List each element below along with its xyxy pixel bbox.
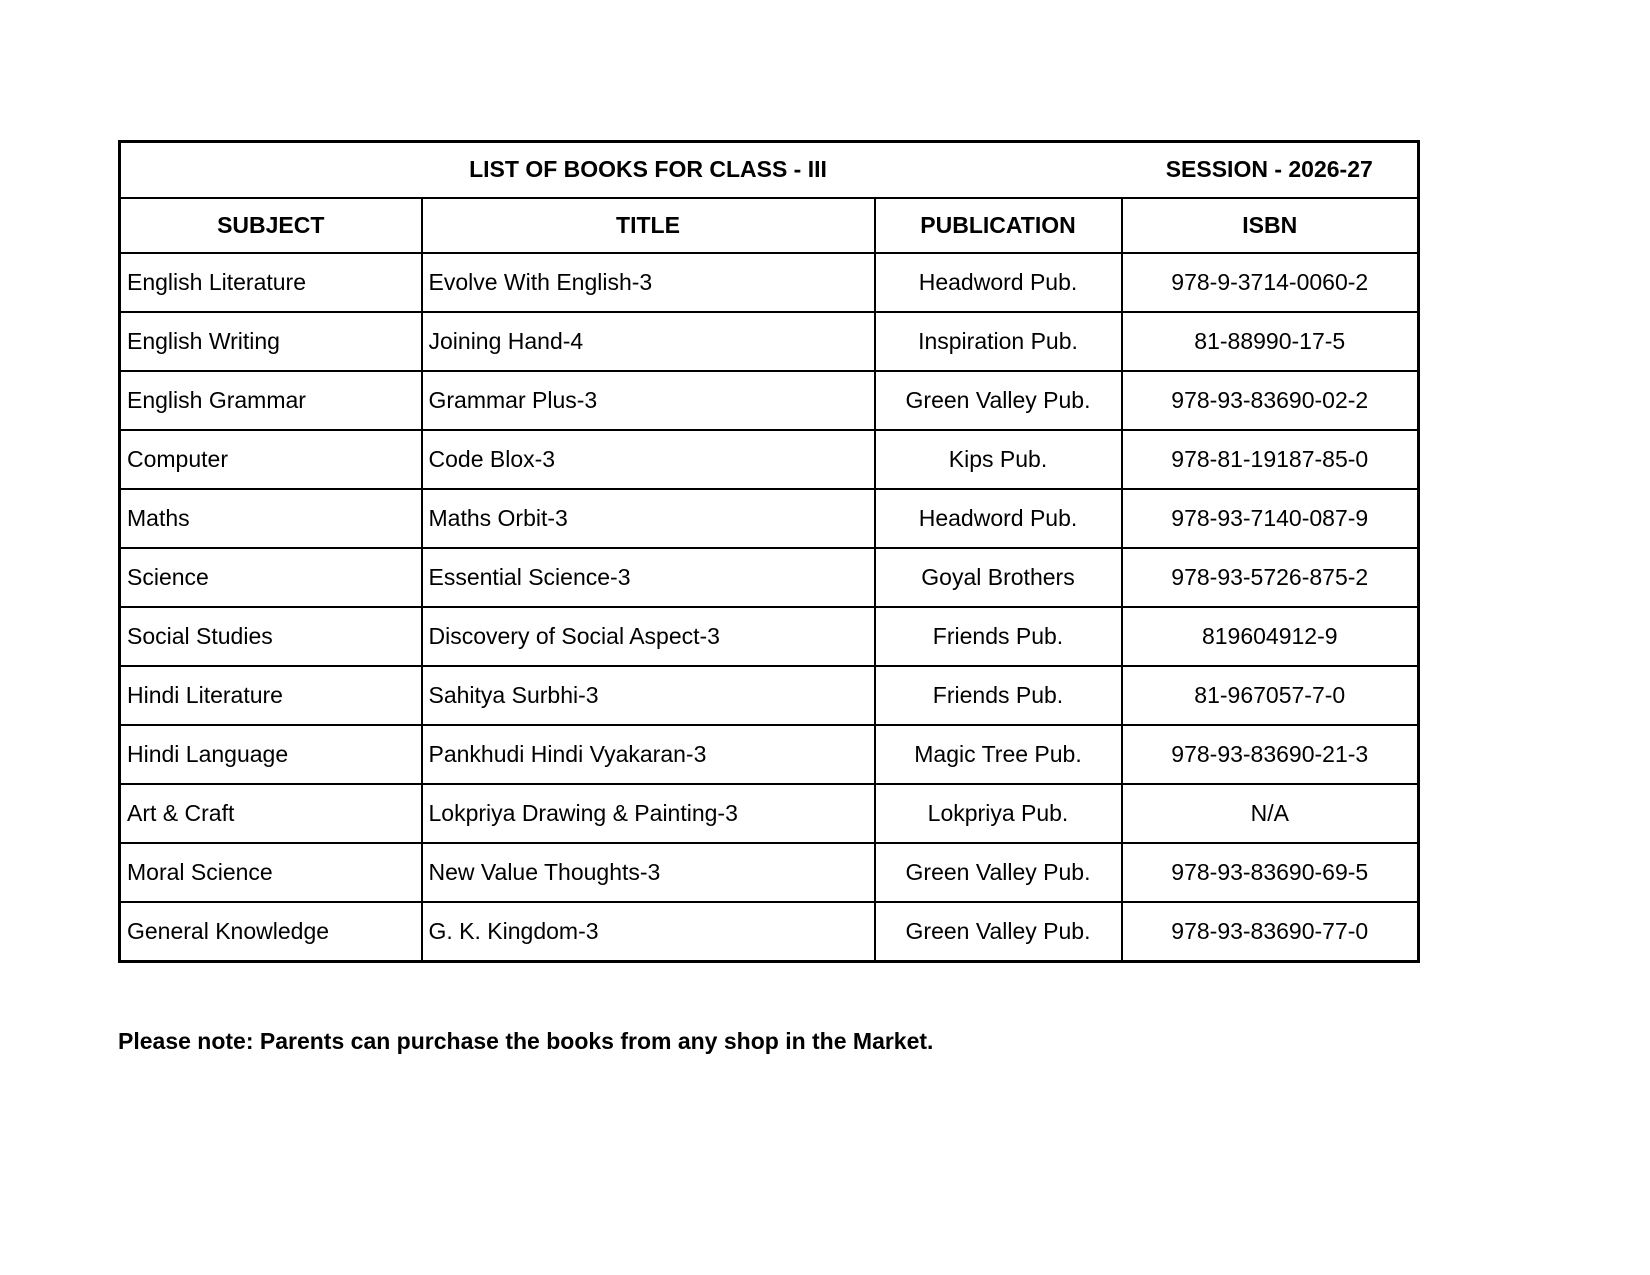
column-header-publication: PUBLICATION (875, 198, 1122, 253)
row-isbn: 81-967057-7-0 (1122, 666, 1419, 725)
row-publication: Magic Tree Pub. (875, 725, 1122, 784)
row-isbn: 978-93-5726-875-2 (1122, 548, 1419, 607)
row-subject: Science (120, 548, 422, 607)
row-isbn: N/A (1122, 784, 1419, 843)
row-isbn: 978-93-83690-02-2 (1122, 371, 1419, 430)
row-publication: Headword Pub. (875, 489, 1122, 548)
row-publication: Green Valley Pub. (875, 371, 1122, 430)
row-isbn: 978-93-83690-21-3 (1122, 725, 1419, 784)
row-title: Maths Orbit-3 (422, 489, 875, 548)
table-title-row (120, 142, 1419, 199)
row-isbn: 978-93-83690-69-5 (1122, 843, 1419, 902)
row-subject: English Writing (120, 312, 422, 371)
row-publication: Lokpriya Pub. (875, 784, 1122, 843)
row-subject: Hindi Language (120, 725, 422, 784)
row-publication: Inspiration Pub. (875, 312, 1122, 371)
row-subject: Maths (120, 489, 422, 548)
title-row-spacer (120, 142, 422, 199)
session-label: SESSION - 2026-27 (1122, 142, 1419, 199)
row-isbn: 81-88990-17-5 (1122, 312, 1419, 371)
row-subject: Social Studies (120, 607, 422, 666)
table-row (120, 430, 1419, 489)
row-subject: Art & Craft (120, 784, 422, 843)
row-title: Evolve With English-3 (422, 253, 875, 312)
row-title: Sahitya Surbhi-3 (422, 666, 875, 725)
title-row-spacer (875, 142, 1122, 199)
row-publication: Friends Pub. (875, 666, 1122, 725)
row-subject: Computer (120, 430, 422, 489)
row-publication: Headword Pub. (875, 253, 1122, 312)
table-row (120, 607, 1419, 666)
row-publication: Kips Pub. (875, 430, 1122, 489)
table-row (120, 725, 1419, 784)
page-title: LIST OF BOOKS FOR CLASS - III (422, 142, 875, 199)
row-title: Lokpriya Drawing & Painting-3 (422, 784, 875, 843)
table-row (120, 902, 1419, 962)
table-row (120, 784, 1419, 843)
table-row (120, 843, 1419, 902)
row-title: G. K. Kingdom-3 (422, 902, 875, 962)
column-header-isbn: ISBN (1122, 198, 1419, 253)
row-isbn: 978-9-3714-0060-2 (1122, 253, 1419, 312)
row-subject: Hindi Literature (120, 666, 422, 725)
table-row (120, 548, 1419, 607)
row-publication: Friends Pub. (875, 607, 1122, 666)
row-title: Discovery of Social Aspect-3 (422, 607, 875, 666)
row-isbn: 819604912-9 (1122, 607, 1419, 666)
row-title: Essential Science-3 (422, 548, 875, 607)
table-header-row (120, 198, 1419, 253)
row-subject: Moral Science (120, 843, 422, 902)
row-isbn: 978-81-19187-85-0 (1122, 430, 1419, 489)
row-title: New Value Thoughts-3 (422, 843, 875, 902)
footnote: Please note: Parents can purchase the books from any shop in the Market. (118, 1028, 934, 1054)
table-row (120, 371, 1419, 430)
table-row (120, 312, 1419, 371)
row-title: Pankhudi Hindi Vyakaran-3 (422, 725, 875, 784)
row-publication: Green Valley Pub. (875, 843, 1122, 902)
row-publication: Goyal Brothers (875, 548, 1122, 607)
column-header-subject: SUBJECT (120, 198, 422, 253)
row-title: Joining Hand-4 (422, 312, 875, 371)
row-isbn: 978-93-7140-087-9 (1122, 489, 1419, 548)
column-header-title: TITLE (422, 198, 875, 253)
table-row (120, 253, 1419, 312)
table-row (120, 666, 1419, 725)
row-isbn: 978-93-83690-77-0 (1122, 902, 1419, 962)
row-title: Grammar Plus-3 (422, 371, 875, 430)
book-list-table (118, 140, 1420, 963)
row-subject: General Knowledge (120, 902, 422, 962)
row-publication: Green Valley Pub. (875, 902, 1122, 962)
table-row (120, 489, 1419, 548)
row-subject: English Grammar (120, 371, 422, 430)
row-title: Code Blox-3 (422, 430, 875, 489)
book-rows (120, 253, 1419, 962)
row-subject: English Literature (120, 253, 422, 312)
